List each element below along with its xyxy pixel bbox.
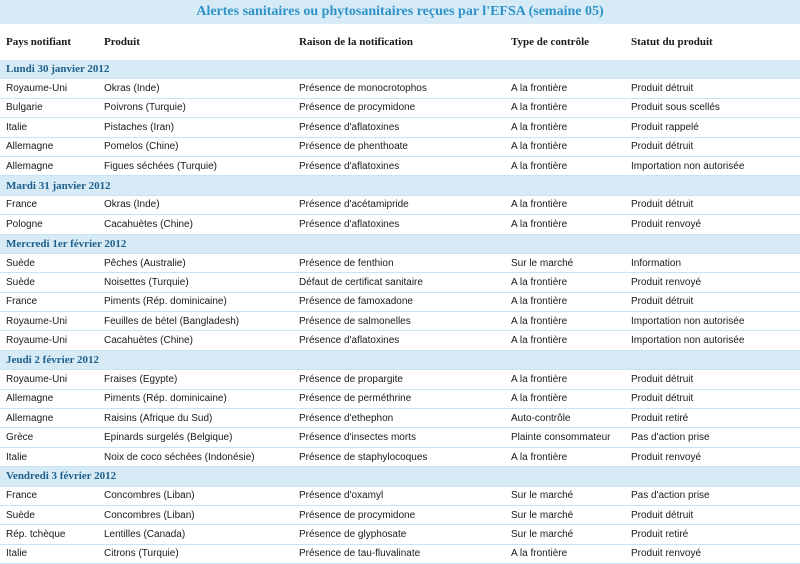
cell-produit: Citrons (Turquie) [98,544,293,563]
cell-produit: Pistaches (Iran) [98,118,293,137]
cell-type-controle: A la frontière [505,215,625,234]
table-row [0,79,800,98]
table-row [0,505,800,524]
cell-raison: Présence de staphylocoques [293,447,505,466]
cell-produit: Okras (Inde) [98,195,293,214]
cell-raison: Présence de propargite [293,370,505,389]
cell-pays: Bulgarie [0,98,98,117]
cell-type-controle: Sur le marché [505,253,625,272]
cell-produit: Lentilles (Canada) [98,525,293,544]
cell-raison: Présence de procymidone [293,505,505,524]
cell-type-controle: Sur le marché [505,525,625,544]
cell-produit: Piments (Rép. dominicaine) [98,292,293,311]
table-row [0,312,800,331]
cell-type-controle: A la frontière [505,118,625,137]
cell-produit: Concombres (Liban) [98,505,293,524]
header-raison: Raison de la notification [299,36,413,48]
cell-statut: Pas d'action prise [625,486,800,505]
cell-statut: Importation non autorisée [625,312,800,331]
cell-type-controle: A la frontière [505,389,625,408]
date-row [0,176,800,195]
cell-statut: Produit retiré [625,525,800,544]
cell-produit: Cacahuètes (Chine) [98,331,293,350]
cell-pays: Suède [0,273,98,292]
cell-type-controle: Sur le marché [505,486,625,505]
cell-statut: Produit détruit [625,370,800,389]
cell-raison: Présence de salmonelles [293,312,505,331]
cell-raison: Présence de monocrotophos [293,79,505,98]
cell-pays: Suède [0,253,98,272]
cell-pays: Pologne [0,215,98,234]
cell-produit: Noix de coco séchées (Indonésie) [98,447,293,466]
cell-type-controle: A la frontière [505,156,625,175]
cell-type-controle: A la frontière [505,331,625,350]
cell-statut: Produit renvoyé [625,215,800,234]
cell-pays: Royaume-Uni [0,331,98,350]
cell-pays: Allemagne [0,409,98,428]
cell-produit: Fraises (Egypte) [98,370,293,389]
date-label: Jeudi 2 février 2012 [0,350,800,369]
header-produit: Produit [104,36,140,48]
cell-type-controle: A la frontière [505,370,625,389]
date-row [0,467,800,486]
cell-statut: Produit détruit [625,505,800,524]
cell-pays: Royaume-Uni [0,79,98,98]
cell-raison: Défaut de certificat sanitaire [293,273,505,292]
cell-raison: Présence de famoxadone [293,292,505,311]
date-label: Mercredi 1er février 2012 [0,234,800,253]
cell-pays: Allemagne [0,389,98,408]
table-row [0,428,800,447]
table-row [0,389,800,408]
cell-pays: France [0,292,98,311]
cell-produit: Piments (Rép. dominicaine) [98,389,293,408]
cell-type-controle: Auto-contrôle [505,409,625,428]
cell-raison: Présence de tau-fluvalinate [293,544,505,563]
cell-type-controle: A la frontière [505,447,625,466]
cell-type-controle: A la frontière [505,312,625,331]
table-row [0,118,800,137]
cell-produit: Noisettes (Turquie) [98,273,293,292]
cell-pays: Royaume-Uni [0,312,98,331]
cell-statut: Produit rappelé [625,118,800,137]
table-row [0,156,800,175]
cell-statut: Pas d'action prise [625,428,800,447]
cell-type-controle: A la frontière [505,544,625,563]
cell-produit: Cacahuètes (Chine) [98,215,293,234]
cell-pays: Italie [0,544,98,563]
cell-statut: Produit renvoyé [625,447,800,466]
table-row [0,253,800,272]
cell-raison: Présence de phenthoate [293,137,505,156]
header-pays: Pays notifiant [6,36,72,48]
cell-type-controle: A la frontière [505,98,625,117]
cell-produit: Poivrons (Turquie) [98,98,293,117]
cell-statut: Produit détruit [625,79,800,98]
cell-pays: Allemagne [0,137,98,156]
header-row [0,24,800,60]
table-row [0,273,800,292]
cell-statut: Importation non autorisée [625,156,800,175]
cell-raison: Présence d'aflatoxines [293,331,505,350]
header-statut: Statut du produit [631,36,713,48]
table-row [0,331,800,350]
cell-type-controle: A la frontière [505,273,625,292]
cell-produit: Feuilles de bétel (Bangladesh) [98,312,293,331]
cell-statut: Produit sous scellés [625,98,800,117]
cell-statut: Information [625,253,800,272]
cell-type-controle: A la frontière [505,195,625,214]
table-body [0,60,800,564]
cell-pays: Grèce [0,428,98,447]
cell-raison: Présence de procymidone [293,98,505,117]
cell-produit: Raisins (Afrique du Sud) [98,409,293,428]
cell-statut: Produit renvoyé [625,544,800,563]
table-row [0,486,800,505]
cell-raison: Présence d'aflatoxines [293,118,505,137]
table-row [0,409,800,428]
header-type-controle: Type de contrôle [511,36,590,48]
cell-statut: Produit renvoyé [625,273,800,292]
table-row [0,215,800,234]
table-row [0,98,800,117]
cell-statut: Produit détruit [625,195,800,214]
cell-statut: Produit détruit [625,389,800,408]
page-title: Alertes sanitaires ou phytosanitaires reçues par l'EFSA (semaine 05) [0,0,800,24]
cell-pays: Royaume-Uni [0,370,98,389]
table-row [0,447,800,466]
date-row [0,60,800,79]
table-row [0,195,800,214]
cell-raison: Présence d'aflatoxines [293,215,505,234]
table-row [0,370,800,389]
cell-raison: Présence de fenthion [293,253,505,272]
date-label: Lundi 30 janvier 2012 [0,60,800,79]
cell-type-controle: A la frontière [505,137,625,156]
cell-produit: Pêches (Australie) [98,253,293,272]
cell-pays: Rép. tchèque [0,525,98,544]
table-row [0,544,800,563]
cell-type-controle: A la frontière [505,79,625,98]
date-row [0,350,800,369]
cell-statut: Produit détruit [625,137,800,156]
cell-raison: Présence d'insectes morts [293,428,505,447]
cell-statut: Importation non autorisée [625,331,800,350]
cell-type-controle: A la frontière [505,292,625,311]
cell-raison: Présence d'ethephon [293,409,505,428]
alerts-table [0,24,800,564]
cell-pays: Italie [0,118,98,137]
cell-type-controle: Sur le marché [505,505,625,524]
cell-pays: Italie [0,447,98,466]
cell-type-controle: Plainte consommateur [505,428,625,447]
cell-raison: Présence d'aflatoxines [293,156,505,175]
cell-pays: Allemagne [0,156,98,175]
cell-statut: Produit détruit [625,292,800,311]
cell-produit: Epinards surgelés (Belgique) [98,428,293,447]
cell-pays: Suède [0,505,98,524]
cell-raison: Présence d'oxamyl [293,486,505,505]
date-label: Vendredi 3 février 2012 [0,467,800,486]
cell-produit: Concombres (Liban) [98,486,293,505]
cell-raison: Présence de glyphosate [293,525,505,544]
date-row [0,234,800,253]
cell-produit: Figues séchées (Turquie) [98,156,293,175]
cell-raison: Présence de perméthrine [293,389,505,408]
table-row [0,525,800,544]
date-label: Mardi 31 janvier 2012 [0,176,800,195]
table-row [0,137,800,156]
table-row [0,292,800,311]
cell-pays: France [0,195,98,214]
cell-pays: France [0,486,98,505]
cell-produit: Pomelos (Chine) [98,137,293,156]
cell-raison: Présence d'acétamipride [293,195,505,214]
cell-produit: Okras (Inde) [98,79,293,98]
cell-statut: Produit retiré [625,409,800,428]
